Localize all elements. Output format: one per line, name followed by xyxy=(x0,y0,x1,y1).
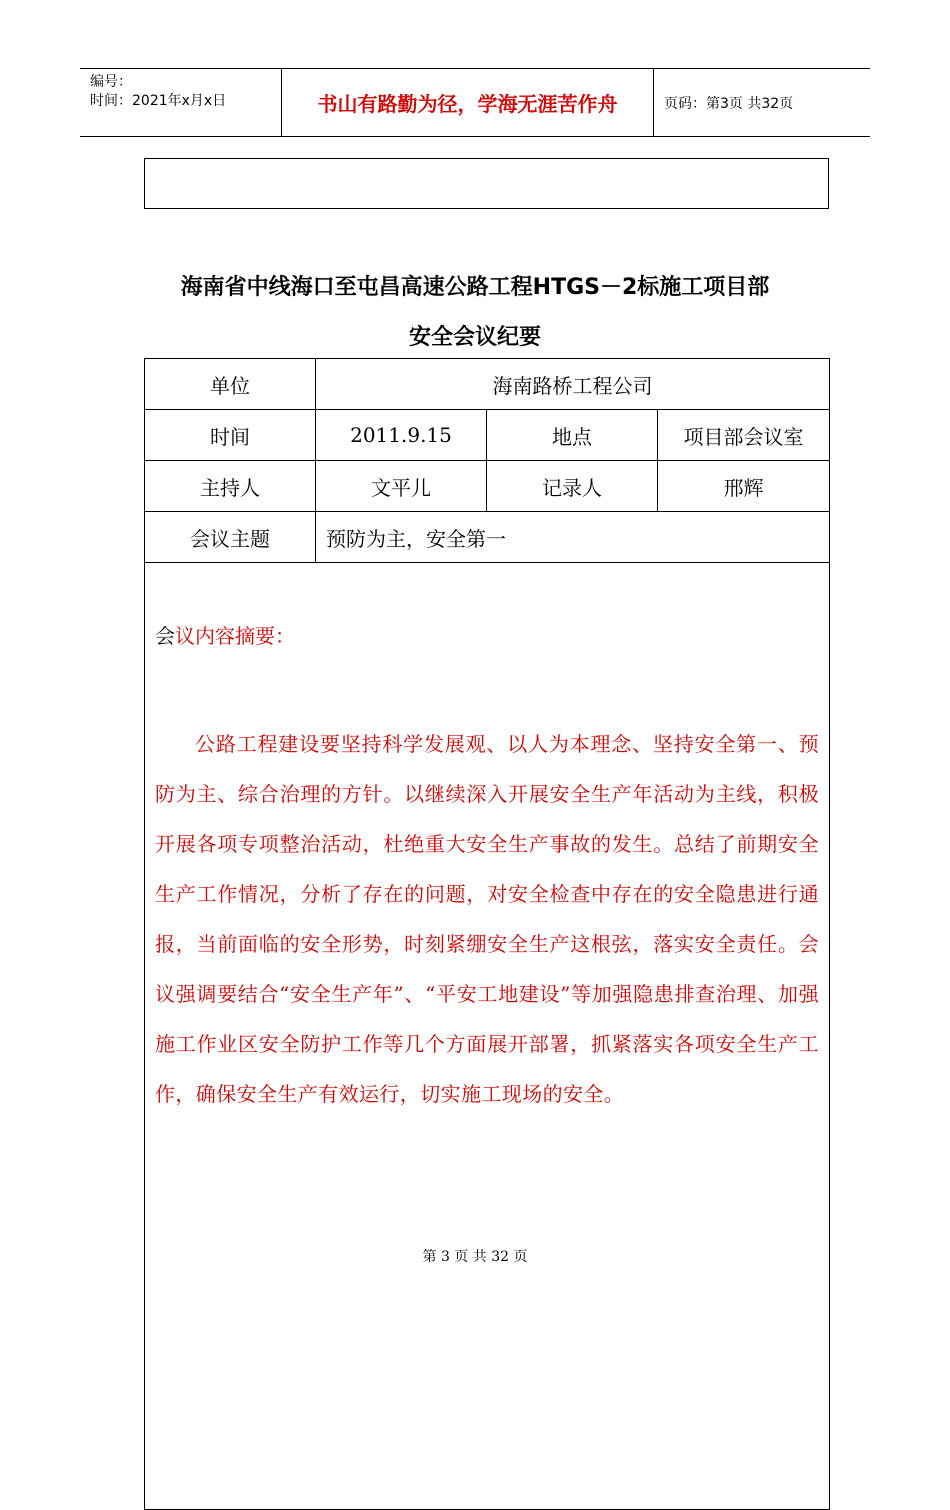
summary-heading-first-char: 会 xyxy=(155,624,175,648)
table-row xyxy=(145,563,830,1510)
page-footer: 第 3 页 共 32 页 xyxy=(422,1249,528,1265)
host-label: 主持人 xyxy=(145,461,316,512)
place-label: 地点 xyxy=(487,410,658,461)
time-label: 时间 xyxy=(145,410,316,461)
topic-label: 会议主题 xyxy=(145,512,316,563)
topic-value: 预防为主，安全第一 xyxy=(316,512,830,563)
table-row xyxy=(145,461,830,512)
header-meta xyxy=(80,69,282,136)
summary-cell xyxy=(145,563,830,1510)
summary-body: 公路工程建设要坚持科学发展观、以人为本理念、坚持安全第一、预防为主、综合治理的方针。以继续深入开展安全生产年活动为主线，积极开展各项专项整治活动，杜绝重大安全生产事故的发生。总结了前期安全生产工作情况，分析了存在的问题，对安全检查中存在的安全隐患进行通报，当前面临的安全形势，时刻紧绷安全生产这根弦，落实安全责任。会议强调要结合“安全生产年”、“平安工地建设”等加强隐患排查治理、加强施工作业区安全防护工作等几个方面展开部署，抓紧落实各项安全生产工作，确保安全生产有效运行，切实施工现场的安全。 xyxy=(155,732,820,1106)
page-header xyxy=(80,68,870,137)
table-row xyxy=(145,410,830,461)
document-subtitle: 安全会议纪要 xyxy=(408,325,541,350)
meeting-table xyxy=(144,358,830,1510)
header-motto: 书山有路勤为径，学海无涯苦作舟 xyxy=(282,69,654,136)
empty-box xyxy=(144,158,829,209)
summary-heading-rest: 议内容摘要： xyxy=(175,624,295,648)
recorder-value: 邢辉 xyxy=(658,461,830,512)
header-page-info: 页码：第3页 共32页 xyxy=(664,95,794,112)
recorder-label: 记录人 xyxy=(487,461,658,512)
table-row xyxy=(145,359,830,410)
summary-heading xyxy=(155,621,819,651)
document-number-label: 编号： xyxy=(90,74,132,90)
time-value: 2011.9.15 xyxy=(316,410,487,461)
document-title: 海南省中线海口至屯昌高速公路工程HTGS－2标施工项目部 xyxy=(180,275,770,300)
document-time-label: 时间：2021年x月x日 xyxy=(90,93,227,109)
place-value: 项目部会议室 xyxy=(658,410,830,461)
host-value: 文平儿 xyxy=(316,461,487,512)
table-row xyxy=(145,512,830,563)
unit-label: 单位 xyxy=(145,359,316,410)
unit-value: 海南路桥工程公司 xyxy=(316,359,830,410)
